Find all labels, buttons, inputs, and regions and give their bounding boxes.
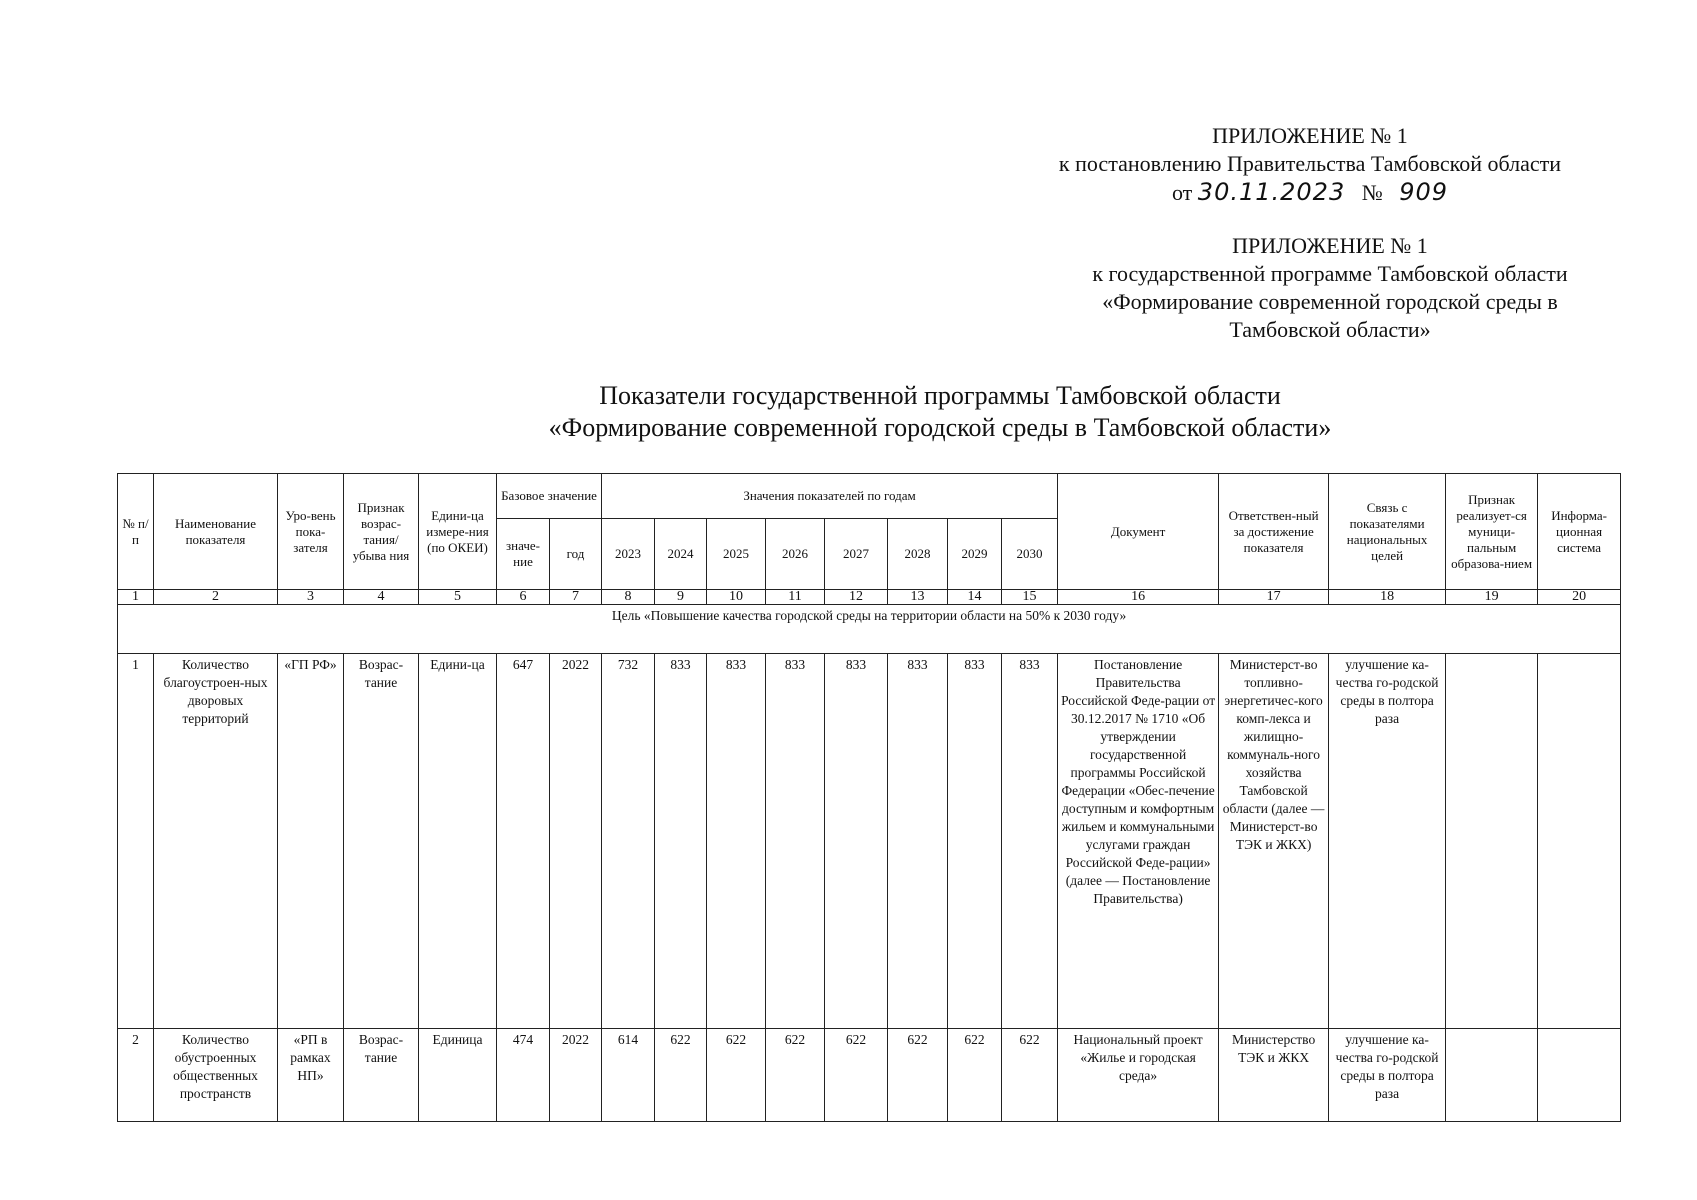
row-value-2025: 622	[707, 1029, 766, 1122]
column-number: 10	[707, 590, 766, 605]
table-row	[118, 654, 1621, 1029]
column-number: 13	[888, 590, 948, 605]
row-value-2023: 732	[602, 654, 655, 1029]
goal-text: Цель «Повышение качества городской среды на территории области на 50% к 2030 году»	[118, 605, 1621, 654]
appendix-order-subtitle: к постановлению Правительства Тамбовской области	[1058, 151, 1562, 176]
row-municipal	[1446, 1029, 1538, 1122]
header-num: № п/п	[118, 474, 154, 590]
goal-row	[118, 605, 1621, 654]
header-year: 2029	[948, 519, 1002, 590]
header-national-goals: Связь с показателями национальных целей	[1329, 474, 1446, 590]
row-unit: Едини-ца	[419, 654, 497, 1029]
header-year: 2030	[1002, 519, 1058, 590]
row-value-2024: 833	[655, 654, 707, 1029]
row-document: Национальный проект «Жилье и городская среда»	[1058, 1029, 1219, 1122]
column-number: 6	[497, 590, 550, 605]
row-sign: Возрас-тание	[344, 654, 419, 1029]
handwritten-date: 30.11.2023	[1197, 178, 1346, 206]
row-national-goals: улучшение ка-чества го-родской среды в полтора раза	[1329, 654, 1446, 1029]
column-number: 5	[419, 590, 497, 605]
header-base-year: год	[550, 519, 602, 590]
column-number: 19	[1446, 590, 1538, 605]
document-title	[390, 380, 1490, 444]
appendix-program-title: ПРИЛОЖЕНИЕ № 1	[1232, 233, 1428, 258]
appendix-order-date-line	[1030, 178, 1590, 207]
column-number: 2	[154, 590, 278, 605]
indicators-table	[117, 473, 1621, 1122]
appendix-order-title: ПРИЛОЖЕНИЕ № 1	[1212, 123, 1408, 148]
header-responsible: Ответствен-ный за достижение показателя	[1219, 474, 1329, 590]
row-unit: Единица	[419, 1029, 497, 1122]
column-number: 14	[948, 590, 1002, 605]
header-base-value: значе-ние	[497, 519, 550, 590]
appendix-program-line1: к государственной программе Тамбовской области	[1092, 261, 1568, 286]
row-name: Количество благоустроен-ных дворовых территорий	[154, 654, 278, 1029]
header-sign: Признак возрас-тания/ убыва ния	[344, 474, 419, 590]
row-base-value: 647	[497, 654, 550, 1029]
header-level: Уро-вень пока-зателя	[278, 474, 344, 590]
row-value-2023: 614	[602, 1029, 655, 1122]
appendix-program-line3: Тамбовской области»	[1229, 317, 1431, 342]
column-number: 16	[1058, 590, 1219, 605]
row-value-2029: 833	[948, 654, 1002, 1029]
row-base-value: 474	[497, 1029, 550, 1122]
row-municipal	[1446, 654, 1538, 1029]
column-numbers-row	[118, 590, 1621, 605]
row-name: Количество обустроенных общественных пространств	[154, 1029, 278, 1122]
row-info-system	[1538, 1029, 1621, 1122]
row-value-2030: 622	[1002, 1029, 1058, 1122]
row-value-2028: 833	[888, 654, 948, 1029]
row-value-2027: 833	[825, 654, 888, 1029]
column-number: 9	[655, 590, 707, 605]
row-value-2026: 622	[766, 1029, 825, 1122]
header-year: 2025	[707, 519, 766, 590]
row-num: 2	[118, 1029, 154, 1122]
appendix-order-block	[1030, 122, 1590, 207]
document-title-line1: Показатели государственной программы Тамбовской области	[599, 381, 1281, 410]
row-responsible: Министерст-во топливно-энергетичес-кого комп-лекса и жилищно-коммуналь-ного хозяйства Тамбовской области (далее — Министерст-во ТЭК и ЖКХ)	[1219, 654, 1329, 1029]
row-value-2025: 833	[707, 654, 766, 1029]
column-number: 20	[1538, 590, 1621, 605]
header-info-system: Информа-ционная система	[1538, 474, 1621, 590]
column-number: 15	[1002, 590, 1058, 605]
header-name: Наименование показателя	[154, 474, 278, 590]
row-value-2028: 622	[888, 1029, 948, 1122]
column-number: 18	[1329, 590, 1446, 605]
header-year: 2027	[825, 519, 888, 590]
column-number: 17	[1219, 590, 1329, 605]
header-base: Базовое значение	[497, 474, 602, 519]
number-prefix: №	[1361, 180, 1383, 205]
header-values-by-year: Значения показателей по годам	[602, 474, 1058, 519]
header-row-1	[118, 474, 1621, 519]
row-num: 1	[118, 654, 154, 1029]
header-year: 2024	[655, 519, 707, 590]
column-number: 8	[602, 590, 655, 605]
row-level: «РП в рамках НП»	[278, 1029, 344, 1122]
appendix-program-block	[1030, 232, 1630, 344]
row-document: Постановление Правительства Российской Феде-рации от 30.12.2017 № 1710 «Об утверждении государственной программы Российской Федерации «Обес-печение доступным и комфортным жильем и коммунальными услугами граждан Российской Феде-рации» (далее — Постановление Правительства)	[1058, 654, 1219, 1029]
column-number: 7	[550, 590, 602, 605]
header-year: 2026	[766, 519, 825, 590]
document-title-line2: «Формирование современной городской среды в Тамбовской области»	[548, 413, 1332, 442]
row-sign: Возрас-тание	[344, 1029, 419, 1122]
handwritten-number: 909	[1399, 178, 1449, 206]
header-unit: Едини-ца измере-ния (по ОКЕИ)	[419, 474, 497, 590]
row-base-year: 2022	[550, 654, 602, 1029]
row-value-2027: 622	[825, 1029, 888, 1122]
row-value-2026: 833	[766, 654, 825, 1029]
header-year: 2023	[602, 519, 655, 590]
row-responsible: Министерство ТЭК и ЖКХ	[1219, 1029, 1329, 1122]
row-value-2029: 622	[948, 1029, 1002, 1122]
header-municipal: Признак реализует-ся муници-пальным образова-нием	[1446, 474, 1538, 590]
date-prefix: от	[1171, 180, 1193, 205]
row-national-goals: улучшение ка-чества го-родской среды в полтора раза	[1329, 1029, 1446, 1122]
column-number: 1	[118, 590, 154, 605]
row-value-2030: 833	[1002, 654, 1058, 1029]
row-info-system	[1538, 654, 1621, 1029]
row-value-2024: 622	[655, 1029, 707, 1122]
row-base-year: 2022	[550, 1029, 602, 1122]
column-number: 3	[278, 590, 344, 605]
column-number: 4	[344, 590, 419, 605]
column-number: 12	[825, 590, 888, 605]
header-document: Документ	[1058, 474, 1219, 590]
header-year: 2028	[888, 519, 948, 590]
row-level: «ГП РФ»	[278, 654, 344, 1029]
column-number: 11	[766, 590, 825, 605]
appendix-program-line2: «Формирование современной городской среды в	[1102, 289, 1558, 314]
table-row	[118, 1029, 1621, 1122]
